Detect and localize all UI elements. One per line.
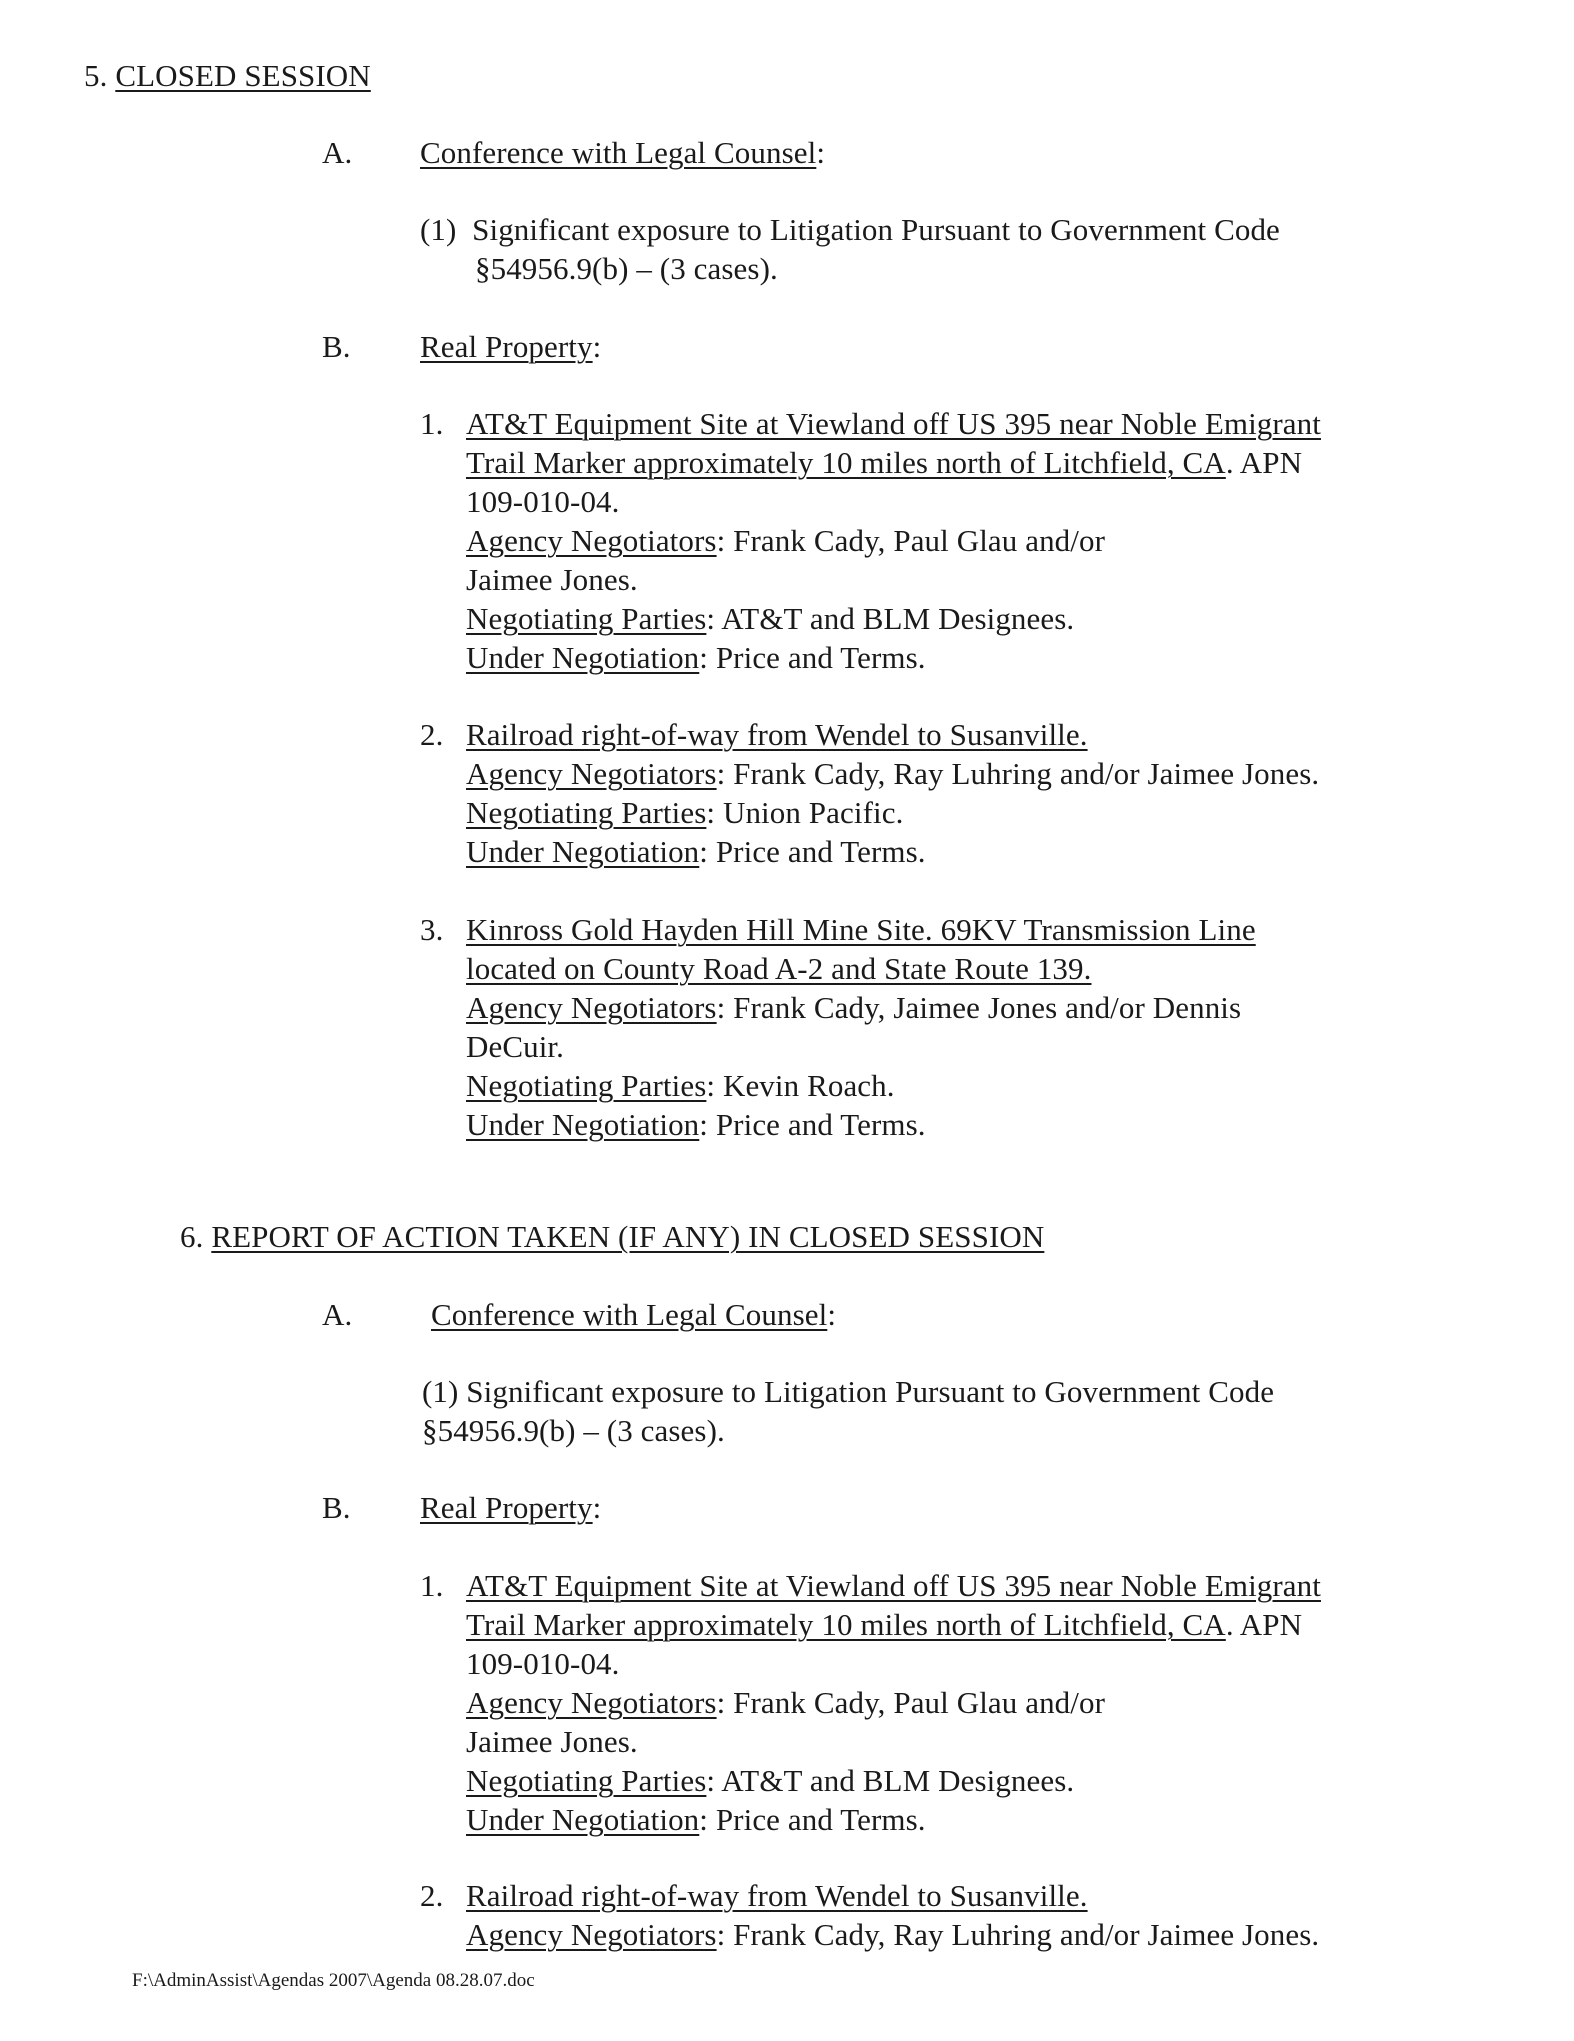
property-item: [466, 910, 1256, 1144]
item-text: (1) Significant exposure to Litigation Pursuant to Government Code: [422, 1374, 1275, 1409]
property-item-number: 1.: [420, 406, 444, 441]
negotiators-label: Agency Negotiators: [466, 523, 717, 558]
property-item-number: 2.: [420, 1878, 444, 1913]
section-title: CLOSED SESSION: [115, 58, 371, 93]
heading-text: Conference with Legal Counsel: [420, 135, 817, 170]
parties-value: : Kevin Roach.: [706, 1068, 895, 1103]
property-title-tail: . APN: [1225, 1607, 1303, 1642]
property-title: Railroad right-of-way from Wendel to Susanville.: [466, 717, 1088, 752]
negotiators-value-continued: Jaimee Jones.: [466, 562, 638, 597]
property-title: AT&T Equipment Site at Viewland off US 395 near Noble Emigrant: [466, 1568, 1321, 1603]
property-title: Railroad right-of-way from Wendel to Susanville.: [466, 1878, 1088, 1913]
negotiators-value: : Frank Cady, Jaimee Jones and/or Dennis: [716, 990, 1242, 1025]
item-text: Significant exposure to Litigation Pursuant to Government Code: [472, 212, 1280, 247]
subsection-letter: A.: [322, 1297, 353, 1332]
property-apn: 109-010-04.: [466, 484, 620, 519]
negotiators-label: Agency Negotiators: [466, 990, 717, 1025]
under-negotiation-value: : Price and Terms.: [699, 1107, 926, 1142]
property-apn: 109-010-04.: [466, 1646, 620, 1681]
section-number: 5.: [84, 58, 108, 93]
parties-value: : AT&T and BLM Designees.: [706, 601, 1075, 636]
under-negotiation-value: : Price and Terms.: [699, 834, 926, 869]
item-number: (1): [420, 212, 457, 247]
property-title: Trail Marker approximately 10 miles north of Litchfield, CA: [466, 1607, 1226, 1642]
section-title: REPORT OF ACTION TAKEN (IF ANY) IN CLOSED SESSION: [211, 1219, 1045, 1254]
heading-text: Real Property: [420, 1490, 593, 1525]
parties-value: : AT&T and BLM Designees.: [706, 1763, 1075, 1798]
parties-label: Negotiating Parties: [466, 1763, 707, 1798]
parties-label: Negotiating Parties: [466, 795, 707, 830]
property-item: [466, 404, 1321, 677]
heading-colon: :: [592, 1490, 602, 1525]
subsection-letter: B.: [322, 329, 351, 364]
parties-label: Negotiating Parties: [466, 601, 707, 636]
subsection-letter: B.: [322, 1490, 351, 1525]
subsection-heading: [431, 1295, 836, 1334]
negotiators-label: Agency Negotiators: [466, 756, 717, 791]
property-title-tail: . APN: [1225, 445, 1303, 480]
property-title: Kinross Gold Hayden Hill Mine Site. 69KV Transmission Line: [466, 912, 1256, 947]
property-title: Trail Marker approximately 10 miles north of Litchfield, CA: [466, 445, 1226, 480]
heading-colon: :: [592, 329, 602, 364]
property-item: [466, 1566, 1321, 1839]
section-6-heading: [180, 1217, 1044, 1256]
negotiators-value: : Frank Cady, Ray Luhring and/or Jaimee Jones.: [716, 1917, 1320, 1952]
item-text-continued: §54956.9(b) – (3 cases).: [422, 1413, 725, 1448]
negotiators-value: : Frank Cady, Ray Luhring and/or Jaimee Jones.: [716, 756, 1320, 791]
negotiators-value-continued: DeCuir.: [466, 1029, 564, 1064]
property-title: AT&T Equipment Site at Viewland off US 395 near Noble Emigrant: [466, 406, 1321, 441]
section-5-heading: [84, 56, 371, 95]
under-negotiation-label: Under Negotiation: [466, 640, 700, 675]
heading-colon: :: [816, 135, 826, 170]
negotiators-value: : Frank Cady, Paul Glau and/or: [716, 1685, 1106, 1720]
litigation-item: [420, 210, 1280, 288]
property-item-number: 2.: [420, 717, 444, 752]
section-number: 6.: [180, 1219, 204, 1254]
under-negotiation-value: : Price and Terms.: [699, 1802, 926, 1837]
property-item: [466, 1876, 1319, 1954]
under-negotiation-label: Under Negotiation: [466, 834, 700, 869]
parties-label: Negotiating Parties: [466, 1068, 707, 1103]
property-title: located on County Road A-2 and State Route 139.: [466, 951, 1092, 986]
subsection-heading: [420, 133, 825, 172]
litigation-item: [422, 1372, 1274, 1450]
parties-value: : Union Pacific.: [706, 795, 904, 830]
heading-colon: :: [827, 1297, 837, 1332]
file-path-footer: F:\AdminAssist\Agendas 2007\Agenda 08.28.07.doc: [132, 1970, 535, 1991]
heading-text: Real Property: [420, 329, 593, 364]
subsection-heading: [420, 1488, 601, 1527]
property-item-number: 1.: [420, 1568, 444, 1603]
under-negotiation-label: Under Negotiation: [466, 1802, 700, 1837]
property-item: [466, 715, 1319, 871]
negotiators-value-continued: Jaimee Jones.: [466, 1724, 638, 1759]
under-negotiation-label: Under Negotiation: [466, 1107, 700, 1142]
subsection-heading: [420, 327, 601, 366]
item-text-continued: §54956.9(b) – (3 cases).: [475, 251, 778, 286]
property-item-number: 3.: [420, 912, 444, 947]
negotiators-label: Agency Negotiators: [466, 1917, 717, 1952]
negotiators-label: Agency Negotiators: [466, 1685, 717, 1720]
under-negotiation-value: : Price and Terms.: [699, 640, 926, 675]
heading-text: Conference with Legal Counsel: [431, 1297, 828, 1332]
subsection-letter: A.: [322, 135, 353, 170]
negotiators-value: : Frank Cady, Paul Glau and/or: [716, 523, 1106, 558]
